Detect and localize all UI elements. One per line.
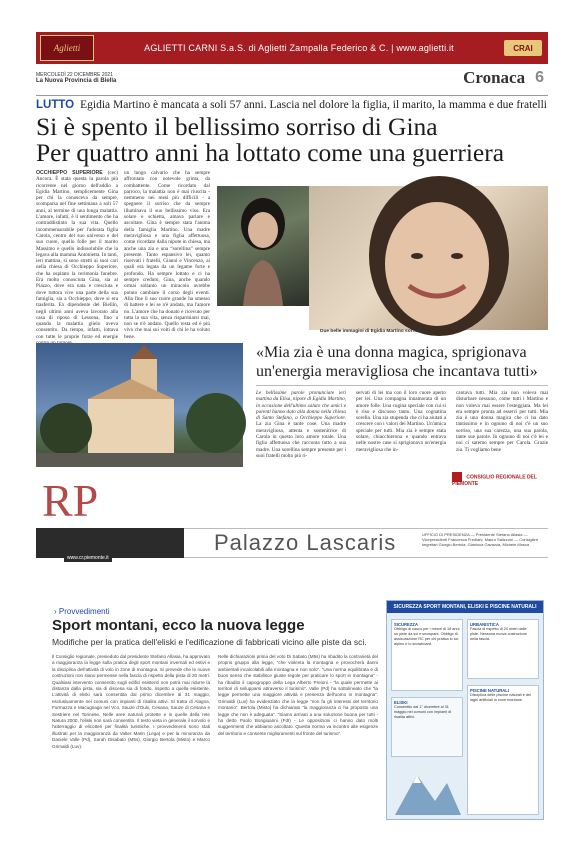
article-headline bbox=[36, 114, 556, 166]
quote-column-3 bbox=[456, 390, 548, 470]
quote-column-1-text: La zia Gina è tante cose. Una madre meravigliosa, attenta e sostenitrice di Carola in questo loro amore totale. Una figlia affettuosa che racconta tutto a sua madre. Una sorellina sempre presente per i suoi fratelli molto più ri- bbox=[256, 421, 346, 459]
box-title: ELISKI bbox=[394, 700, 408, 705]
infographic-box-urbanistica bbox=[467, 619, 539, 679]
quote-column-1 bbox=[256, 390, 346, 470]
bottom-title: Sport montani, ecco la nuova legge bbox=[52, 617, 305, 634]
council-name: CONSIGLIO REGIONALE DEL PIEMONTE bbox=[452, 474, 537, 487]
ad-text: AGLIETTI CARNI S.a.S. di Aglietti Zampalla Federico & C. | www.aglietti.it bbox=[144, 43, 454, 53]
chevron-right-icon: › bbox=[54, 607, 57, 616]
kicker-text: Egidia Martino è mancata a soli 57 anni. Lascia nel dolore la figlia, il marito, la mamma e due fratelli bbox=[80, 99, 547, 111]
article-column-2 bbox=[124, 170, 210, 340]
infographic-box-piscine bbox=[467, 685, 539, 815]
box-title: URBANISTICA bbox=[470, 622, 499, 627]
mountain-illustration-icon bbox=[395, 761, 461, 815]
box-text: Obbligo di casco per i minori di 18 anni su piste da sci e snowpark. Obbligo di assicurazione RC per chi pratica lo sci alpino e lo snowboard. bbox=[394, 627, 460, 646]
bottom-column-1: Il Consiglio regionale, presieduto dal presidente Stefano Allasia, ha approvato a maggioranza la legge sulla pratica degli sport montani invernali ed estivi e la disciplina dell'attività di volo in zone di montagna. Si prevede che le nuove costruzioni non siano permesse nella fascia di rispetto della pista di 20 metri. Qualsiasi intervento consentito sugli edifici esistenti non potrà mai ridurre la distanza dalla pista, sia di discesa sia di fondo, rispetto a quella esistente. L'attività di eliski sarà consentita dal primo dicembre al 31 maggio, esclusivamente nei comuni con impianti di risalita attivi. Si tratta di Alagna, Formazza e Macugnaga nel Vco, Sauze d'Oulx, Cesana, Sauze di Cesana e Sestriere nel Torinese. Nelle aree naturali protette e in quelle della rete Natura 2000, l'eliski non sarà consentito. Il testo vieta in generale il sorvolo e l'atterraggio di elicotteri per finalità turistiche. I provvedimenti sono stati illustrati per la maggioranza da Valter Marin (Lega) e per la minoranza da Daniele Valle (Pd), Sarah Disabato (M5s), Giorgio Bertola (Misto) e Marco Grimaldi (Luv). bbox=[52, 654, 210, 749]
section-name: Cronaca bbox=[463, 68, 526, 87]
article-kicker bbox=[36, 99, 547, 111]
ad-url[interactable]: www.cr.piemonte.it bbox=[64, 554, 112, 562]
bottom-kicker bbox=[54, 607, 110, 616]
dateline: OCCHIEPPO SUPERIORE bbox=[36, 170, 103, 176]
portrait-photo-1 bbox=[217, 186, 309, 306]
rp-logo: RP bbox=[42, 475, 99, 526]
council-logo bbox=[452, 472, 542, 488]
article-column-1 bbox=[36, 170, 118, 340]
column-2-text: un lungo calvario che ha sempre affrontato con notevole grinta, da combattente. Come ricordato dal parroco, la malattia non è mai riuscita - nemmeno nei mesi più difficili - a spegnere il sorriso che da sempre illuminava il suo bellissimo viso. Era solare e schietta, amava parlare e ascoltare. Gina è sempre stata l'anima della famiglia Martino. Una madre meravigliosa e una figlia affettuosa, come ricordato dalla nipote in chiesa, ma anche una zia e una “sorellina” sempre presente. Tanto espansivo lei, quanto riservati i fratelli, Gianni e Vincenzo, ai quali era legata da un legame forte e profondo. Ha sempre lottato e ci ha sempre creduto, Gina, anche quando ormai soltanto un miracolo avrebbe potuto cambiare il corso degli eventi. Alla fine il suo cuore grande ha smesso di battere e lei se n'è andata, ma l'amore no. L'amore che ha donato e ricevuto per tutta la sua vita, senza risparmiarsi mai, non se n'è andato. Quello resta ed è più vivo che mai sui volti di chi le ha voluto bene. bbox=[124, 170, 210, 340]
quote-rule bbox=[256, 385, 548, 386]
quote-column-2 bbox=[356, 390, 446, 470]
quote-lead: Le bellissime parole pronunciate ieri mattina da Elisa, nipote di Egidia Martino, in occasione dell'ultimo saluto che amici e parenti hanno dato alla donna nella chiesa di Santo Stefano, a Occhieppo Superiore. bbox=[256, 390, 346, 422]
top-advertisement-banner[interactable] bbox=[36, 32, 548, 64]
aglietti-logo: Aglietti bbox=[40, 35, 94, 61]
infographic-title: SICUREZZA SPORT MONTANI, ELISKI E PISCINE NATURALI bbox=[387, 601, 543, 613]
church-photo bbox=[36, 343, 243, 467]
office-text: UFFICIO DI PRESIDENZA — Presidente Stefano Allasia — Vicepresidenti Francesca Frediani, Mauro Salizzoni — Consiglieri segretari Giorgio Bertola, Gianluca Gavazza, Michele Mosca bbox=[422, 532, 538, 547]
column-1-text: (cec) Ancora. È stata questa la parola più ricorrente nel giorno dell'addio a Egidia Martino, semplicemente Gina per chi la conosceva da sempre, scomparsa nel fine settimana a soli 57 anni, al termine di una lunga malattia. L'amore, infatti, è il sentimento che ha contraddistinto la sua vita. Quello incommensurabile per l'adorata figlia Carola, centro del suo universo e del suo cuore, quello folle per il marito Massimo e quello indissolubile che la legava alla mamma Antonietta. In tanti, ieri mattina, si sono stretti ai suoi cari nella chiesa di Occhieppo Superiore, che ha ospitato la cerimonia funebre. Era molto conosciuta Gina, sia al Piazzo, dove era nata e cresciuta e dove tuttora vive una parte della sua famiglia, sia a Occhieppo, dove si era trasferita. Ex dipendente del Biellin, negli ultimi anni aveva lavorato alla casa di riposo di Lessona, fino a quando la malattia glielo aveva consentito. Da tempo, infatti, lottava con tutte le proprie forze ed energie bbox=[36, 170, 118, 340]
portrait-photo-2 bbox=[309, 186, 548, 330]
box-title: SICUREZZA bbox=[394, 622, 418, 627]
quote-column-3-text: cantava tutti. Mia zia non voleva mai disturbare nessuno, come tutti i Martino e non voleva mai essere l'esteggiata. Ma lei era sempre pronta ad esserci per tutti. Mia zia è una donna magica che ci ha dato tantissimo e in ognuno di noi c'è un suo sorriso, una sua carezza, una sua parola, tante sue parole. In ognuno di noi c'è lei e noi ci saremo sempre per Carola. Grazie zia. Ti vogliamo bene bbox=[456, 390, 548, 453]
crai-logo: CRAI bbox=[504, 40, 542, 56]
photo-caption: Due belle immagini di Egidia Martino sorridente bbox=[320, 329, 429, 334]
paper-name: La Nuova Provincia di Biella bbox=[36, 78, 117, 84]
quote-column-2-text: servati di lei ma con il loro cuore aperto per lei. Una compagna innamorata di un amore folle. Una cugina speciale con cui si è riso e discusso tanto. Una cognatina sorella. Una zia stupenda che ci ha aiutati a crescere con i valori dei Martino. Un'amica speciale per tutti. Mia zia è sempre stata solare, chiacchierona e quando entrava nelle nostre case si sprigionava un'energia meravigliosa che in- bbox=[356, 390, 446, 453]
section-header bbox=[463, 68, 544, 88]
headline-line-1: Si è spento il bellissimo sorriso di Gina bbox=[36, 112, 438, 141]
bottom-subtitle: Modifiche per la pratica dell'eliski e l'edificazione di fabbricati vicino alle piste da sci. bbox=[52, 637, 367, 647]
page-number: 6 bbox=[535, 69, 544, 86]
infographic bbox=[386, 600, 544, 820]
box-text: Consentito dal 1° dicembre al 31 maggio nei comuni con impianti di risalita attivi. bbox=[394, 705, 452, 719]
ad-title: Palazzo Lascaris bbox=[184, 528, 548, 558]
bottom-column-2: Nelle dichiarazioni prima del voto Di Sabato (M5s) ha ribadito la contrarietà del proprio gruppo alla legge, “che violenta la montagna e provocherà danni ambientali incalcolabili alla montagna e non solo”. “Una norma equilibrata e di buon senso che stabilisce giuste regole per praticare lo sport in montagna” - ha ribadito il capogruppo della Lega Alberto Preioni - “la quale permette ai territori di svilupparsi attraverso il turismo”. Valle (Pd) ha sottolineato che “la legge permette una maggiore attività e presenza dell'uomo in montagna”. Grimaldi (Luv) ha evidenziato che la legge “non fa gli interessi del territorio montano”. Bertola (Misto) ha dichiarato “la maggioranza ci ha proposto una legge che non è adeguata”. “Siamo arrivati a una soluzione buona per tutti - ha detto Paolo Bongioanni (FdI) - Le opposizioni ci hanno dato molti suggerimenti che abbiamo ascoltato. Questa norma va incontro alle esigenze del territorio e consente miglioramenti sul fronte del turismo”. bbox=[218, 654, 378, 736]
pull-quote: «Mia zia è una donna magica, sprigionava un'energia meravigliosa che incantava tutti» bbox=[256, 344, 538, 380]
palazzo-lascaris-ad[interactable] bbox=[36, 472, 548, 582]
infographic-box-eliski bbox=[391, 697, 463, 757]
issue-date: MERCOLEDÌ 22 DICEMBRE 2021 bbox=[36, 72, 113, 78]
box-title: PISCINE NATURALI bbox=[470, 688, 510, 693]
header-rule bbox=[36, 95, 548, 96]
infographic-box-sicurezza bbox=[391, 619, 463, 691]
bottom-kicker-text: Provvedimenti bbox=[58, 607, 110, 616]
headline-line-2: Per quattro anni ha lottato come una guerriera bbox=[36, 138, 505, 167]
box-text: Disciplina delle piscine naturali e dei laghi artificiali in zone montane. bbox=[470, 693, 531, 702]
box-text: Fascia di rispetto di 20 metri dalle piste. Nessuna nuova costruzione nella fascia. bbox=[470, 627, 527, 641]
kicker-tag: LUTTO bbox=[36, 99, 75, 111]
